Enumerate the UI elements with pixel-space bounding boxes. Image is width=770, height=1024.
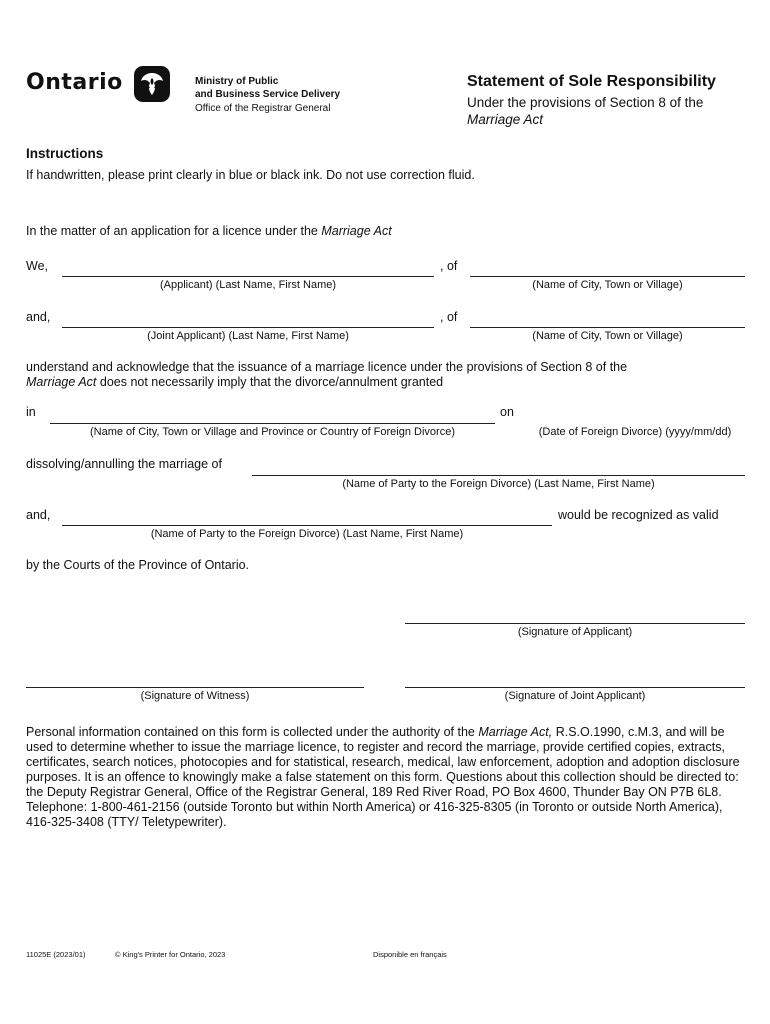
applicant-name-field[interactable] [62, 276, 434, 277]
applicant-signature-caption: (Signature of Applicant) [517, 626, 633, 638]
and-label-1: and, [26, 310, 51, 324]
privacy-rest: and will be used to determine whether to issue the marriage licence, to register and record the marriage, provide certified copies, extracts, certificates, search notices, photocopies and for statistical, research, medical, law enforcement, adoption and adoption disclosure purposes. It is an offence to knowingly make a false statement on this form. Questions about this collection should be directed to: the Deputy Registrar General, Office of the Registrar General, 189 Red River Road, PO Box 4600, Thunder Bay ON P7B 6L8. Telephone: 1-800-461-2156 (outside Toronto but within North America) or 416-325-8305 (in Toronto or outside North America), 416-325-3408 (TTY/ Teletypewriter). [26, 725, 740, 829]
party-two-field[interactable] [62, 525, 552, 526]
instructions-heading: Instructions [26, 146, 104, 161]
and-label-2: and, [26, 508, 51, 522]
office-name: Office of the Registrar General [195, 103, 331, 114]
ministry-line-2: and Business Service Delivery [195, 89, 341, 100]
in-label: in [26, 405, 36, 419]
of-label-2: , of [440, 310, 458, 324]
matter-prefix: In the matter of an application for a licence under the [26, 224, 322, 238]
joint-applicant-caption: (Joint Applicant) (Last Name, First Name) [147, 330, 349, 342]
courts-statement: by the Courts of the Province of Ontario. [26, 558, 250, 572]
form-subtitle [467, 94, 757, 128]
joint-signature-field[interactable] [405, 687, 745, 688]
subtitle-line: Under the provisions of Section 8 of the [467, 95, 704, 110]
acknowledge-paragraph [26, 360, 746, 390]
acknowledge-act: Marriage Act [26, 375, 97, 389]
subtitle-act: Marriage Act [467, 112, 544, 127]
divorce-place-field[interactable] [50, 423, 495, 424]
we-label: We, [26, 259, 48, 273]
divorce-date-field[interactable] [520, 423, 745, 424]
trillium-logo-icon [134, 66, 170, 102]
valid-label: would be recognized as valid [558, 508, 719, 522]
joint-applicant-city-caption: (Name of City, Town or Village) [532, 330, 683, 342]
copyright: © King's Printer for Ontario, 2023 [115, 950, 226, 959]
matter-act: Marriage Act [321, 224, 392, 238]
privacy-part-1: Personal information contained on this form is collected under the authority of the [26, 725, 479, 739]
instructions-text: If handwritten, please print clearly in blue or black ink. Do not use correction fluid. [26, 168, 475, 182]
form-title: Statement of Sole Responsibility [467, 73, 716, 90]
dissolving-label: dissolving/annulling the marriage of [26, 457, 222, 471]
matter-statement [26, 224, 392, 238]
acknowledge-line-1: understand and acknowledge that the issuance of a marriage licence under the provisions of Section 8 of the [26, 360, 628, 374]
privacy-part-2: R.S.O.1990, c.M.3, [552, 725, 662, 739]
acknowledge-line-2: does not necessarily imply that the divorce/annulment granted [96, 375, 444, 389]
party-one-caption: (Name of Party to the Foreign Divorce) (Last Name, First Name) [342, 478, 655, 490]
joint-signature-caption: (Signature of Joint Applicant) [504, 690, 646, 702]
witness-signature-caption: (Signature of Witness) [140, 690, 250, 702]
of-label-1: , of [440, 259, 458, 273]
form-number: 11025E (2023/01) [26, 950, 86, 959]
applicant-city-field[interactable] [470, 276, 745, 277]
party-one-field[interactable] [252, 475, 745, 476]
party-two-caption: (Name of Party to the Foreign Divorce) (Last Name, First Name) [150, 528, 464, 540]
ontario-logo-text: Ontario [26, 70, 123, 95]
french-availability: Disponible en français [373, 950, 447, 959]
privacy-act: Marriage Act, [478, 725, 553, 739]
divorce-place-caption: (Name of City, Town or Village and Province or Country of Foreign Divorce) [90, 426, 455, 438]
ministry-name [195, 75, 340, 101]
applicant-caption: (Applicant) (Last Name, First Name) [159, 279, 337, 291]
ministry-line-1: Ministry of Public [195, 76, 279, 87]
joint-applicant-name-field[interactable] [62, 327, 434, 328]
applicant-city-caption: (Name of City, Town or Village) [532, 279, 683, 291]
divorce-date-caption: (Date of Foreign Divorce) (yyyy/mm/dd) [538, 426, 732, 438]
privacy-notice [26, 725, 746, 830]
applicant-signature-field[interactable] [405, 623, 745, 624]
witness-signature-field[interactable] [26, 687, 364, 688]
joint-applicant-city-field[interactable] [470, 327, 745, 328]
on-label: on [500, 405, 514, 419]
